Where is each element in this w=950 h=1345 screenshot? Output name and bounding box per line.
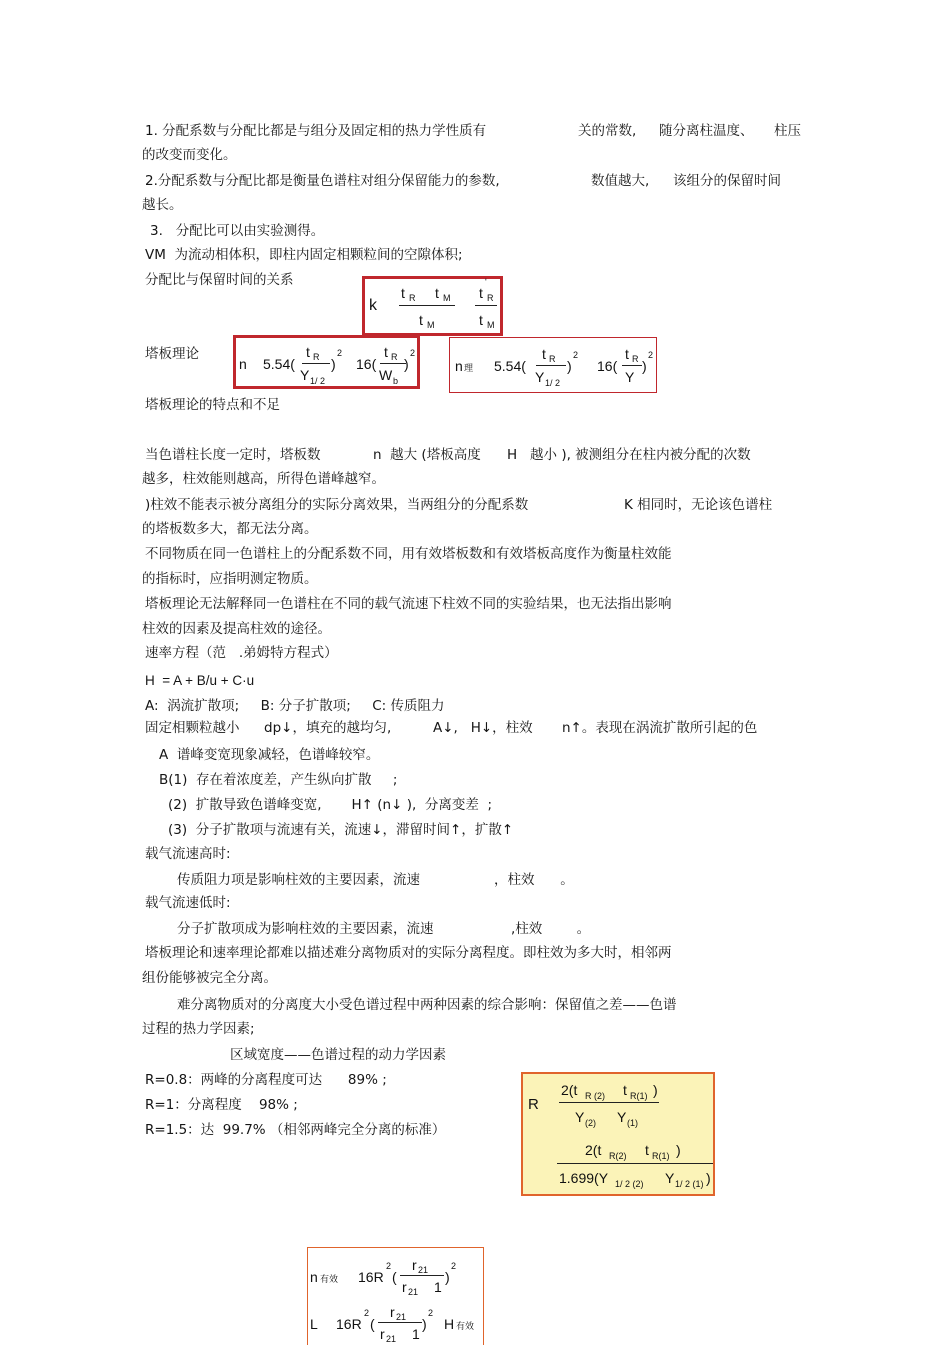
formula-term: t [419, 312, 423, 328]
text-line: ，柱效 。 [494, 872, 574, 888]
formula-term: ( [392, 1269, 397, 1285]
formula-sub: b [393, 376, 399, 386]
formula-term: 16( [356, 356, 377, 372]
text-line: 随分离柱温度、 [659, 123, 754, 139]
formula-k-box [362, 276, 503, 336]
formula-sub: 21 [418, 1265, 429, 1275]
text-line: R=1.5：达 99.7% （相邻两峰完全分离的标准） [145, 1122, 446, 1138]
formula-term: 16R [358, 1269, 384, 1285]
formula-symbol: R [528, 1096, 539, 1113]
formula-term: t [306, 344, 310, 360]
formula-prime: ' [485, 277, 487, 287]
text-line: 柱压 [774, 123, 801, 139]
text-line: R=1：分离程度 98% ; [145, 1097, 298, 1113]
formula-sub: R (2) [585, 1091, 605, 1101]
formula-term: t [384, 344, 388, 360]
text-line: 柱效的因素及提高柱效的途径。 [142, 621, 331, 637]
formula-term: ) [676, 1142, 681, 1158]
formula-n-theory-box [449, 337, 657, 393]
formula-symbol: n [239, 356, 247, 372]
text-line: H 越小 ), 被测组分在柱内被分配的次数 [507, 447, 751, 463]
text-line: 过程的热力学因素; [142, 1021, 255, 1037]
formula-term: 2(t [585, 1142, 602, 1158]
formula-sub: 理 [464, 363, 474, 373]
formula-sub: 1/ 2 (2) [615, 1179, 644, 1189]
formula-term: Y [300, 367, 310, 383]
formula-sup: 2 [428, 1308, 434, 1318]
formula-term: 2(t [561, 1082, 578, 1098]
text-line: 分配比与保留时间的关系 [145, 272, 294, 288]
formula-sub: (1) [627, 1118, 638, 1128]
formula-symbol: k [369, 297, 377, 314]
formula-n-box [233, 335, 420, 389]
formula-sub: R(1) [652, 1151, 670, 1161]
formula-sub: M [487, 320, 495, 330]
text-line: 塔板理论的特点和不足 [145, 397, 280, 413]
formula-sub: 21 [386, 1334, 397, 1344]
formula-term: t [645, 1142, 649, 1158]
formula-symbol: n [310, 1269, 318, 1285]
fraction-bar [400, 1275, 444, 1276]
formula-term: Y [665, 1170, 675, 1186]
text-line: 数值越大, [591, 173, 650, 189]
formula-symbol: n [455, 358, 463, 374]
text-line: 速率方程（范 .弟姆特方程式） [145, 645, 338, 661]
fraction-bar [378, 1322, 422, 1323]
text-line: n 越大 (塔板高度 [373, 447, 481, 463]
formula-term: ) [642, 358, 647, 374]
formula-sup: 2 [573, 350, 579, 360]
text-line: 的指标时，应指明测定物质。 [142, 571, 318, 587]
fraction-bar [399, 305, 455, 306]
formula-term: t [625, 346, 629, 362]
formula-sub: 1/ 2 [310, 376, 326, 386]
text-line: R=0.8：两峰的分离程度可达 89% ; [145, 1072, 387, 1088]
formula-term: ) [653, 1082, 658, 1098]
text-line: B(1) 存在着浓度差，产生纵向扩散 ; [159, 772, 398, 788]
formula-term: ) [404, 356, 409, 372]
text-line: (2) 扩散导致色谱峰变宽, H↑ (n↓ ), 分离变差 ; [168, 797, 492, 813]
formula-term: W [379, 367, 393, 383]
text-line: 当色谱柱长度一定时，塔板数 [145, 447, 321, 463]
formula-sub: M [427, 320, 435, 330]
formula-term: ) [445, 1269, 450, 1285]
formula-sub: (2) [585, 1118, 596, 1128]
rate-equation: H = A + B/u + C·u [145, 673, 255, 688]
text-line: 难分离物质对的分离度大小受色谱过程中两种因素的综合影响：保留值之差——色谱 [177, 997, 677, 1013]
text-line: 固定相颗粒越小 [145, 720, 240, 736]
formula-symbol: L [310, 1316, 318, 1332]
text-line: (3) 分子扩散项与流速有关，流速↓，滞留时间↑，扩散↑ [168, 822, 514, 838]
formula-sub: R(1) [630, 1091, 648, 1101]
formula-sub: 1/ 2 (1) [675, 1179, 704, 1189]
formula-resolution-box [521, 1072, 715, 1196]
formula-sub: R [391, 352, 398, 362]
formula-term: 16R [336, 1316, 362, 1332]
formula-term: ) [331, 356, 336, 372]
formula-term: Y [617, 1109, 627, 1125]
text-line: 不同物质在同一色谱柱上的分配系数不同，用有效塔板数和有效塔板高度作为衡量柱效能 [145, 546, 672, 562]
formula-sub: R [487, 293, 494, 303]
text-line: K 相同时，无论该色谱柱 [624, 497, 773, 513]
text-line: 该组分的保留时间 [673, 173, 781, 189]
formula-sup: 2 [337, 348, 343, 358]
formula-term: r [380, 1326, 385, 1342]
fraction-bar [536, 365, 566, 366]
formula-term: Y [535, 369, 545, 385]
formula-sub: R [632, 354, 639, 364]
text-line: 区域宽度——色谱过程的动力学因素 [230, 1047, 446, 1063]
formula-term: H [444, 1316, 455, 1332]
formula-term: 1 [434, 1279, 442, 1295]
formula-sub: R [409, 293, 416, 303]
text-line: 的塔板数多大，都无法分离。 [142, 521, 318, 537]
formula-term: 5.54( [494, 358, 526, 374]
formula-term: t [479, 312, 483, 328]
formula-term: t [479, 285, 483, 301]
text-line: 分子扩散项成为影响柱效的主要因素，流速 [177, 921, 434, 937]
formula-term: 16( [597, 358, 618, 374]
text-line: 1. 分配系数与分配比都是与组分及固定相的热力学性质有 [145, 123, 487, 139]
text-line: 越长。 [142, 197, 183, 213]
formula-sup: 2 [451, 1261, 457, 1271]
formula-sub: 21 [396, 1312, 407, 1322]
text-line: A 谱峰变宽现象减轻，色谱峰较窄。 [159, 747, 380, 763]
text-line: )柱效不能表示被分离组分的实际分离效果，当两组分的分配系数 [145, 497, 529, 513]
formula-term: 5.54( [263, 356, 295, 372]
formula-term: Y [575, 1109, 585, 1125]
fraction-bar [475, 305, 497, 306]
text-line: 组份能够被完全分离。 [142, 970, 277, 986]
fraction-bar [557, 1163, 713, 1164]
fraction-bar [302, 363, 330, 364]
formula-term: t [401, 285, 405, 301]
formula-term: ) [567, 358, 572, 374]
text-line: 传质阻力项是影响柱效的主要因素，流速 [177, 872, 420, 888]
formula-term: t [623, 1082, 627, 1098]
text-line: 越多，柱效能则越高，所得色谱峰越窄。 [142, 471, 385, 487]
text-line: 塔板理论和速率理论都难以描述难分离物质对的实际分离程度。即柱效为多大时，相邻两 [145, 945, 672, 961]
formula-term: t [435, 285, 439, 301]
text-line: A↓, H↓，柱效 [433, 720, 533, 736]
fraction-bar [380, 363, 406, 364]
formula-sub: 有效 [320, 1274, 339, 1284]
formula-sub: R(2) [609, 1151, 627, 1161]
formula-term: 1 [412, 1326, 420, 1342]
formula-term: Y [625, 369, 635, 385]
text-line: 塔板理论无法解释同一色谱柱在不同的载气流速下柱效不同的实验结果，也无法指出影响 [145, 596, 672, 612]
fraction-bar [622, 365, 642, 366]
text-line: A: 涡流扩散项; B: 分子扩散项; C: 传质阻力 [145, 698, 445, 714]
formula-sub: R [549, 354, 556, 364]
formula-term: r [402, 1279, 407, 1295]
text-line: 载气流速高时: [145, 846, 231, 862]
formula-sub: M [443, 293, 451, 303]
formula-term: r [390, 1304, 395, 1320]
text-line: 塔板理论 [145, 346, 199, 362]
formula-sub: 有效 [456, 1321, 475, 1331]
fraction-bar [559, 1102, 659, 1103]
formula-term: r [412, 1257, 417, 1273]
formula-sup: 2 [410, 348, 416, 358]
formula-term: t [542, 346, 546, 362]
formula-term: ) [422, 1316, 427, 1332]
formula-sub: 21 [408, 1287, 419, 1297]
text-line: n↑。表现在涡流扩散所引起的色 [562, 720, 758, 736]
text-line: VM 为流动相体积，即柱内固定相颗粒间的空隙体积; [145, 247, 463, 263]
text-line: 的改变而变化。 [142, 147, 237, 163]
formula-effective-plate-box [307, 1247, 484, 1345]
formula-term: ( [370, 1316, 375, 1332]
formula-sup: 2 [364, 1308, 370, 1318]
text-line: 载气流速低时: [145, 895, 231, 911]
text-line: 2.分配系数与分配比都是衡量色谱柱对组分保留能力的参数, [145, 173, 500, 189]
formula-term: 1.699(Y [559, 1170, 609, 1186]
formula-sub: R [313, 352, 320, 362]
text-line: ,柱效 。 [511, 921, 591, 937]
text-line: 3. 分配比可以由实验测得。 [150, 223, 325, 239]
formula-sub: 1/ 2 [545, 378, 561, 388]
formula-sup: 2 [648, 350, 654, 360]
formula-term: ) [706, 1170, 711, 1186]
text-line: 关的常数, [578, 123, 637, 139]
text-line: dp↓，填充的越均匀, [264, 720, 392, 736]
formula-sup: 2 [386, 1261, 392, 1271]
